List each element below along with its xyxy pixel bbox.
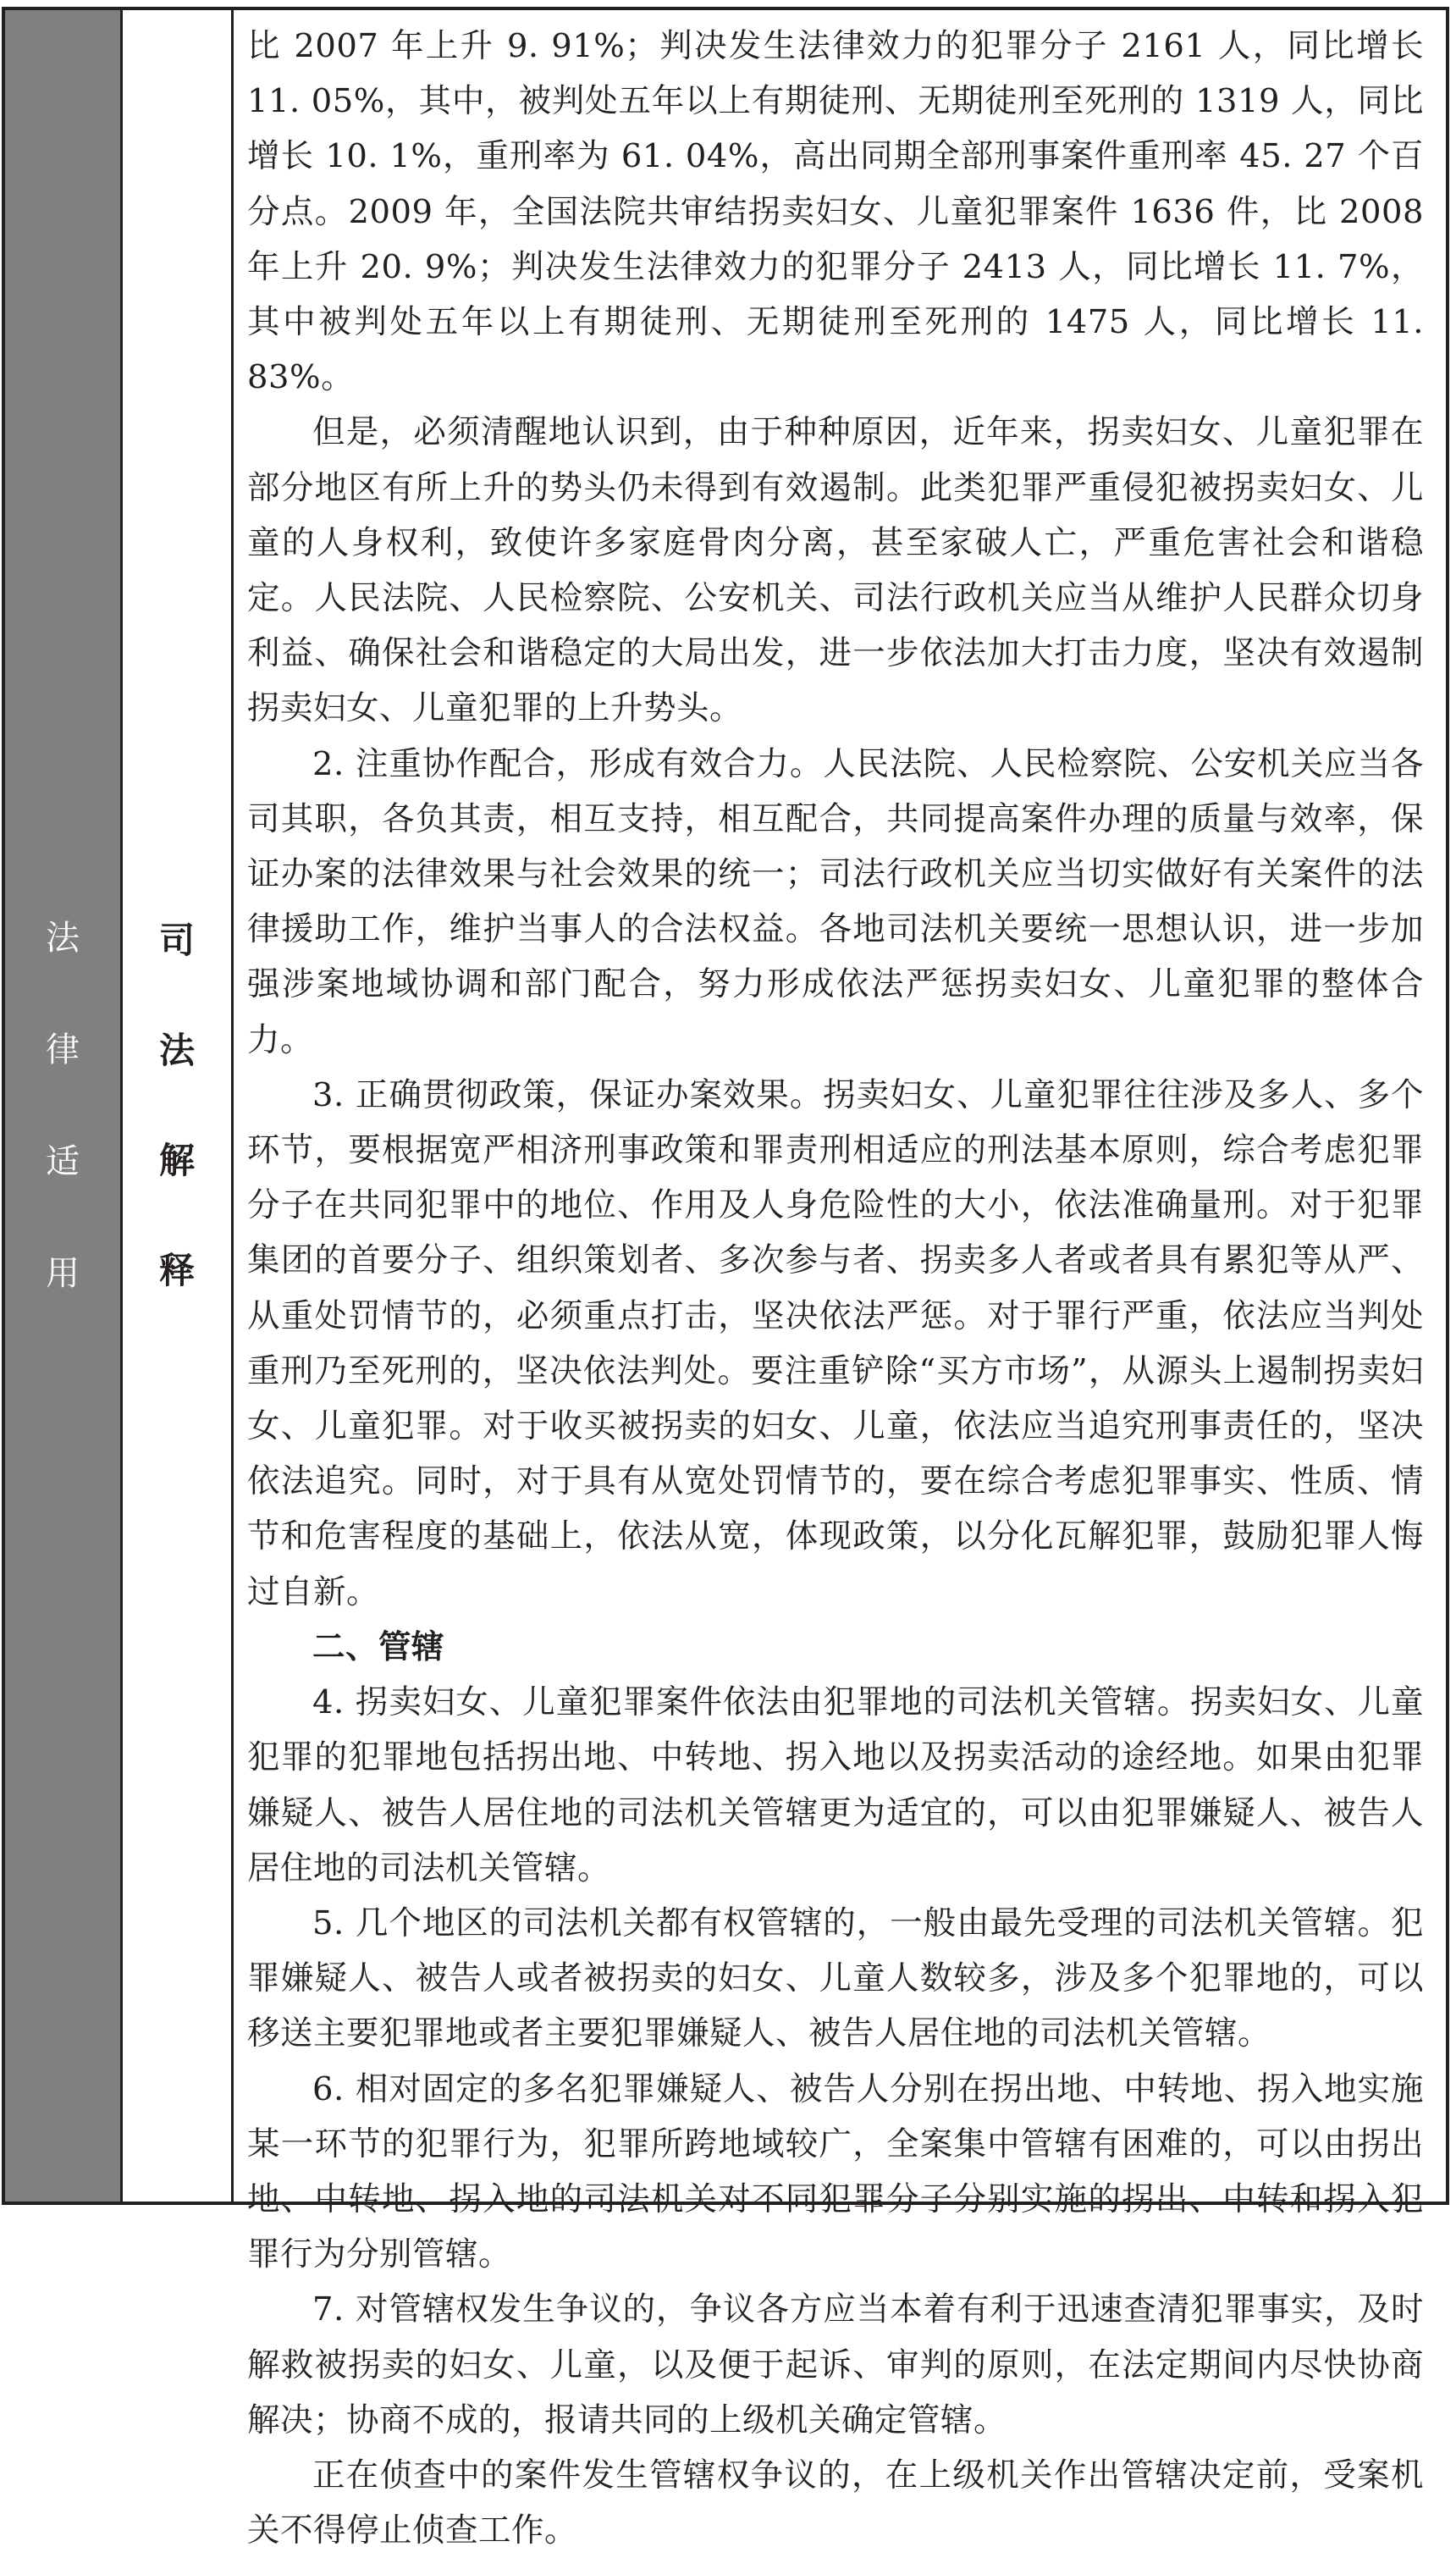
category-column [5, 10, 123, 2202]
paragraph: 4. 拐卖妇女、儿童犯罪案件依法由犯罪地的司法机关管辖。拐卖妇女、儿童犯罪的犯罪地包括拐出地、中转地、拐入地以及拐卖活动的途经地。如果由犯罪嫌疑人、被告人居住地的司法机关管辖更为适宜的，可以由犯罪嫌疑人、被告人居住地的司法机关管辖。 [247, 1683, 1424, 1887]
paragraph: 3. 正确贯彻政策，保证办案效果。拐卖妇女、儿童犯罪往往涉及多人、多个环节，要根据宽严相济刑事政策和罪责刑相适应的刑法基本原则，综合考虑犯罪分子在共同犯罪中的地位、作用及人身危险性的大小，依法准确量刑。对于犯罪集团的首要分子、组织策划者、多次参与者、拐卖多人者或者具有累犯等从严、从重处罚情节的，必须重点打击，坚决依法严惩。对于罪行严重，依法应当判处重刑乃至死刑的，坚决依法判处。要注重铲除“买方市场”，从源头上遏制拐卖妇女、儿童犯罪。对于收买被拐卖的妇女、儿童，依法应当追究刑事责任的，坚决依法追究。同时，对于具有从宽处罚情节的，要在综合考虑犯罪事实、性质、情节和危害程度的基础上，依法从宽，体现政策，以分化瓦解犯罪，鼓励犯罪人悔过自新。 [247, 1075, 1424, 1611]
section-char: 法 [158, 1030, 195, 1071]
paragraph: 5. 几个地区的司法机关都有权管辖的，一般由最先受理的司法机关管辖。犯罪嫌疑人、被告人或者被拐卖的妇女、儿童人数较多，涉及多个犯罪地的，可以移送主要犯罪地或者主要犯罪嫌疑人、被告人居住地的司法机关管辖。 [247, 1903, 1424, 2053]
section-char: 解 [158, 1140, 195, 1181]
category-char: 用 [46, 1254, 80, 1293]
section-char: 司 [158, 920, 195, 961]
category-char: 法 [46, 919, 80, 958]
category-char: 律 [46, 1030, 80, 1069]
section-column [123, 10, 234, 2202]
document-table [2, 7, 1449, 2550]
paragraph: 2. 注重协作配合，形成有效合力。人民法院、人民检察院、公安机关应当各司其职，各负其责，相互支持，相互配合，共同提高案件办理的质量与效率，保证办案的法律效果与社会效果的统一；司法行政机关应当切实做好有关案件的法律援助工作，维护当事人的合法权益。各地司法机关要统一思想认识，进一步加强涉案地域协调和部门配合，努力形成依法严惩拐卖妇女、儿童犯罪的整体合力。 [247, 744, 1424, 1059]
body-text-column [234, 10, 1446, 2550]
paragraph: 正在侦查中的案件发生管辖权争议的，在上级机关作出管辖决定前，受案机关不得停止侦查工作。 [247, 2456, 1424, 2550]
paragraph: 比 2007 年上升 9. 91%；判决发生法律效力的犯罪分子 2161 人，同比增长 11. 05%，其中，被判处五年以上有期徒刑、无期徒刑至死刑的 1319 人，同比增长 10. 1%，重刑率为 61. 04%，高出同期全部刑事案件重刑率 45. 27 个百分点。2009 年，全国法院共审结拐卖妇女、儿童犯罪案件 1636 件，比 2008 年上升 20. 9%；判决发生法律效力的犯罪分子 2413 人，同比增长 11. 7%，其中被判处五年以上有期徒刑、无期徒刑至死刑的 1475 人，同比增长 11. 83%。 [247, 27, 1424, 397]
paragraph: 7. 对管辖权发生争议的，争议各方应当本着有利于迅速查清犯罪事实，及时解救被拐卖的妇女、儿童，以及便于起诉、审判的原则，在法定期间内尽快协商解决；协商不成的，报请共同的上级机关确定管辖。 [247, 2290, 1424, 2439]
paragraph: 6. 相对固定的多名犯罪嫌疑人、被告人分别在拐出地、中转地、拐入地实施某一环节的犯罪行为，犯罪所跨地域较广，全案集中管辖有困难的，可以由拐出地、中转地、拐入地的司法机关对不同犯罪分子分别实施的拐出、中转和拐入犯罪行为分别管辖。 [247, 2069, 1424, 2274]
category-char: 适 [46, 1142, 80, 1181]
section-heading: 二、管辖 [312, 1627, 445, 1666]
section-char: 释 [158, 1250, 195, 1291]
paragraph: 但是，必须清醒地认识到，由于种种原因，近年来，拐卖妇女、儿童犯罪在部分地区有所上升的势头仍未得到有效遏制。此类犯罪严重侵犯被拐卖妇女、儿童的人身权利，致使许多家庭骨肉分离，甚至家破人亡，严重危害社会和谐稳定。人民法院、人民检察院、公安机关、司法行政机关应当从维护人民群众切身利益、确保社会和谐稳定的大局出发，进一步依法加大打击力度，坚决有效遏制拐卖妇女、儿童犯罪的上升势头。 [247, 413, 1424, 728]
